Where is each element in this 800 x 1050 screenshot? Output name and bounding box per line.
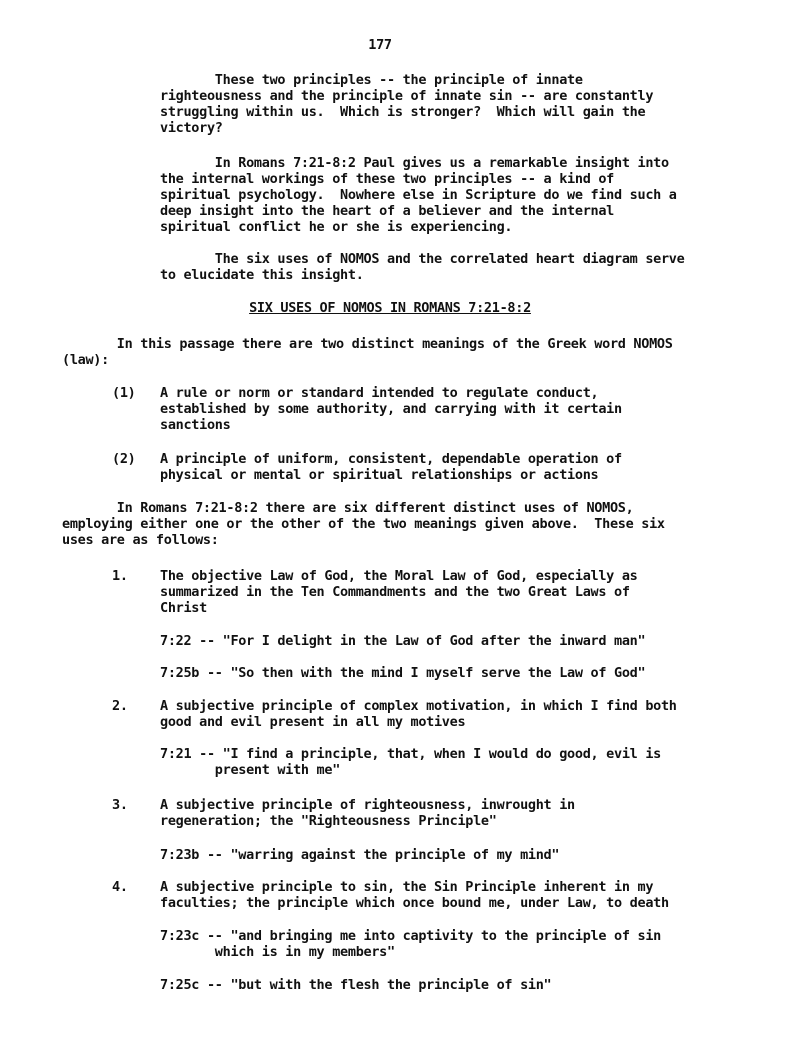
- use-text: A subjective principle of complex motivation, in which I find both good and evil present in all my motives: [160, 698, 677, 730]
- scripture-reference: 7:21 -- "I find a principle, that, when I would do good, evil is present with me": [160, 746, 661, 778]
- use-label: 4.: [112, 879, 128, 895]
- meaning-label: (1): [112, 385, 136, 401]
- scripture-reference: 7:25b -- "So then with the mind I myself serve the Law of God": [160, 665, 646, 681]
- paragraph-two-principles: These two principles -- the principle of innate righteousness and the principle of innate sin -- are constantly struggling within us. Which is stronger? Which will gain the victory?: [160, 72, 654, 136]
- paragraph-meanings-intro: In this passage there are two distinct meanings of the Greek word NOMOS (law):: [62, 336, 673, 368]
- scripture-reference: 7:25c -- "but with the flesh the principle of sin": [160, 977, 552, 993]
- scripture-reference: 7:23b -- "warring against the principle of my mind": [160, 847, 560, 863]
- paragraph-six-uses: The six uses of NOMOS and the correlated heart diagram serve to elucidate this insight.: [160, 251, 685, 283]
- use-text: A subjective principle to sin, the Sin Principle inherent in my faculties; the principle which once bound me, under Law, to death: [160, 879, 669, 911]
- use-label: 1.: [112, 568, 128, 584]
- use-text: The objective Law of God, the Moral Law of God, especially as summarized in the Ten Commandments and the two Great Laws of Christ: [160, 568, 638, 616]
- section-heading: SIX USES OF NOMOS IN ROMANS 7:21-8:2: [249, 300, 531, 316]
- paragraph-romans-insight: In Romans 7:21-8:2 Paul gives us a remarkable insight into the internal workings of these two principles -- a kind of spiritual psychology. Nowhere else in Scripture do we find such a deep insight into the heart of a believer and the internal spiritual conflict he or she is experiencing.: [160, 155, 677, 235]
- use-text: A subjective principle of righteousness, inwrought in regeneration; the "Righteousness Principle": [160, 797, 575, 829]
- page-number: 177: [368, 37, 392, 53]
- use-label: 2.: [112, 698, 128, 714]
- meaning-text: A rule or norm or standard intended to regulate conduct, established by some authority, and carrying with it certain sanctions: [160, 385, 622, 433]
- scripture-reference: 7:23c -- "and bringing me into captivity to the principle of sin which is in my members": [160, 928, 661, 960]
- meaning-text: A principle of uniform, consistent, dependable operation of physical or mental or spiritual relationships or actions: [160, 451, 622, 483]
- meaning-label: (2): [112, 451, 136, 467]
- paragraph-uses-intro: In Romans 7:21-8:2 there are six different distinct uses of NOMOS, employing either one or the other of the two meanings given above. These six uses are as follows:: [62, 500, 665, 548]
- use-label: 3.: [112, 797, 128, 813]
- scripture-reference: 7:22 -- "For I delight in the Law of God after the inward man": [160, 633, 646, 649]
